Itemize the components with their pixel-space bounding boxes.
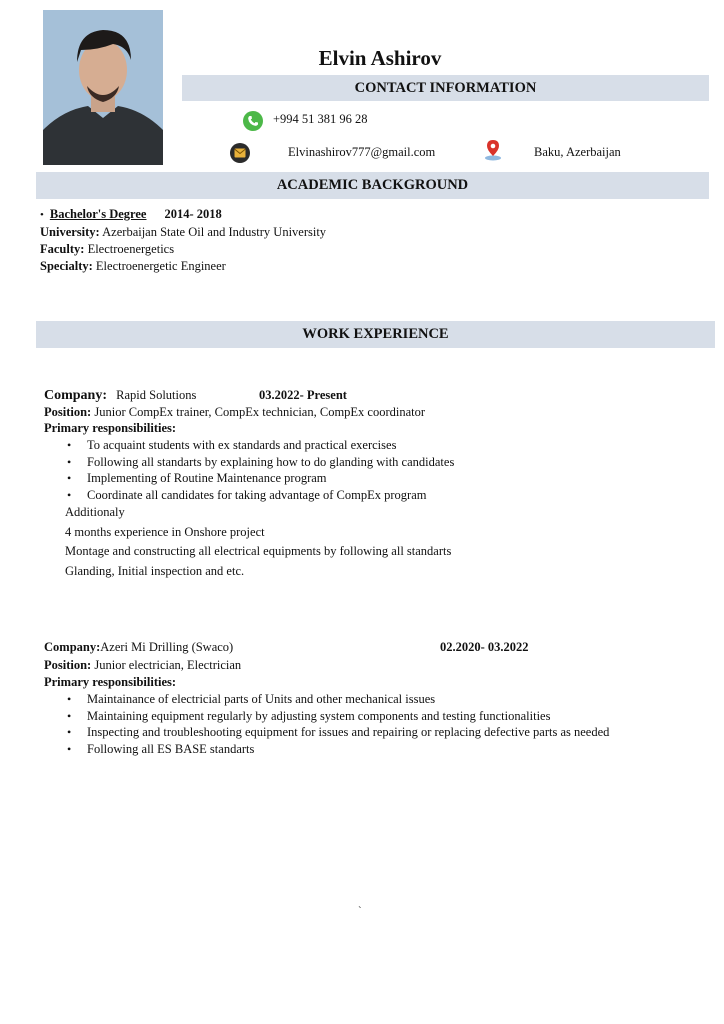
list-item: • Implementing of Routine Maintenance program bbox=[65, 470, 454, 487]
list-item: • Following all standarts by explaining how to do glanding with candidates bbox=[65, 454, 454, 471]
academic-section bbox=[40, 206, 326, 275]
company-line bbox=[44, 386, 454, 404]
company-label: Company: bbox=[44, 640, 101, 654]
responsibilities-label bbox=[44, 674, 609, 691]
company-name: Rapid Solutions bbox=[116, 388, 197, 402]
contact-information-heading: CONTACT INFORMATION bbox=[182, 75, 709, 101]
faculty: Electroenergetics bbox=[87, 242, 175, 256]
faculty-label: Faculty: bbox=[40, 242, 85, 256]
position-line bbox=[44, 404, 454, 420]
job-dates: 03.2022- Present bbox=[259, 388, 347, 402]
list-item: • Maintaining equipment regularly by adjusting system components and testing functionalities bbox=[65, 708, 609, 725]
position-line bbox=[44, 656, 609, 674]
email-icon-glyph bbox=[234, 148, 246, 158]
list-item: • Coordinate all candidates for taking advantage of CompEx program bbox=[65, 487, 454, 504]
position-label: Position: bbox=[44, 405, 92, 419]
work-experience-heading: WORK EXPERIENCE bbox=[36, 321, 715, 348]
degree-line bbox=[40, 206, 326, 224]
phone-number[interactable]: +994 51 381 96 28 bbox=[273, 112, 368, 126]
specialty-line bbox=[40, 258, 326, 275]
location-pin-icon bbox=[484, 139, 502, 161]
position: Junior CompEx trainer, CompEx technician, CompEx coordinator bbox=[94, 405, 426, 419]
list-item: • Maintainance of electricial parts of Units and other mechanical issues bbox=[65, 691, 609, 708]
additional-note: Montage and constructing all electrical equipments by following all standarts bbox=[65, 544, 452, 559]
email-icon bbox=[230, 143, 250, 163]
job-entry-1 bbox=[44, 386, 454, 581]
profile-photo-graphic bbox=[43, 10, 163, 165]
degree-years: 2014- 2018 bbox=[164, 207, 222, 221]
phone-icon bbox=[243, 111, 263, 131]
candidate-name: Elvin Ashirov bbox=[318, 46, 442, 70]
position-label: Position: bbox=[44, 658, 92, 672]
responsibilities-label bbox=[44, 420, 454, 437]
specialty-label: Specialty: bbox=[40, 259, 93, 273]
job-entry-2 bbox=[44, 639, 609, 757]
responsibilities-label-text: Primary responsibilities: bbox=[44, 675, 177, 689]
location-pin-glyph bbox=[484, 139, 502, 161]
university-label: University: bbox=[40, 225, 100, 239]
additional-notes bbox=[65, 503, 454, 581]
email-address[interactable]: Elvinashirov777@gmail.com bbox=[288, 145, 436, 159]
university-line bbox=[40, 224, 326, 241]
job-dates: 02.2020- 03.2022 bbox=[440, 640, 529, 654]
profile-photo bbox=[43, 10, 163, 165]
degree: Bachelor's Degree bbox=[49, 207, 147, 221]
responsibilities-list bbox=[65, 437, 454, 503]
list-item: • To acquaint students with ex standards and practical exercises bbox=[65, 437, 454, 454]
faculty-line bbox=[40, 241, 326, 258]
list-item: • Following all ES BASE standarts bbox=[65, 741, 609, 758]
stray-mark: ` bbox=[358, 905, 362, 917]
additional-note: Glanding, Initial inspection and etc. bbox=[65, 563, 245, 578]
academic-background-heading: ACADEMIC BACKGROUND bbox=[36, 172, 709, 199]
company-line bbox=[44, 639, 609, 656]
position: Junior electrician, Electrician bbox=[94, 658, 242, 672]
degree-bullet: • bbox=[40, 209, 44, 221]
additional-note: 4 months experience in Onshore project bbox=[65, 524, 265, 539]
additional-note: Additionaly bbox=[65, 505, 125, 520]
location: Baku, Azerbaijan bbox=[534, 145, 621, 159]
list-item: • Inspecting and troubleshooting equipment for issues and repairing or replacing defective parts as needed bbox=[65, 724, 609, 741]
company-label: Company: bbox=[44, 388, 108, 403]
responsibilities-list bbox=[65, 691, 609, 757]
specialty: Electroenergetic Engineer bbox=[95, 259, 226, 273]
company-name: Azeri Mi Drilling (Swaco) bbox=[100, 640, 234, 654]
responsibilities-label-text: Primary responsibilities: bbox=[44, 421, 177, 435]
phone-icon-glyph bbox=[247, 115, 259, 127]
university: Azerbaijan State Oil and Industry University bbox=[102, 225, 327, 239]
